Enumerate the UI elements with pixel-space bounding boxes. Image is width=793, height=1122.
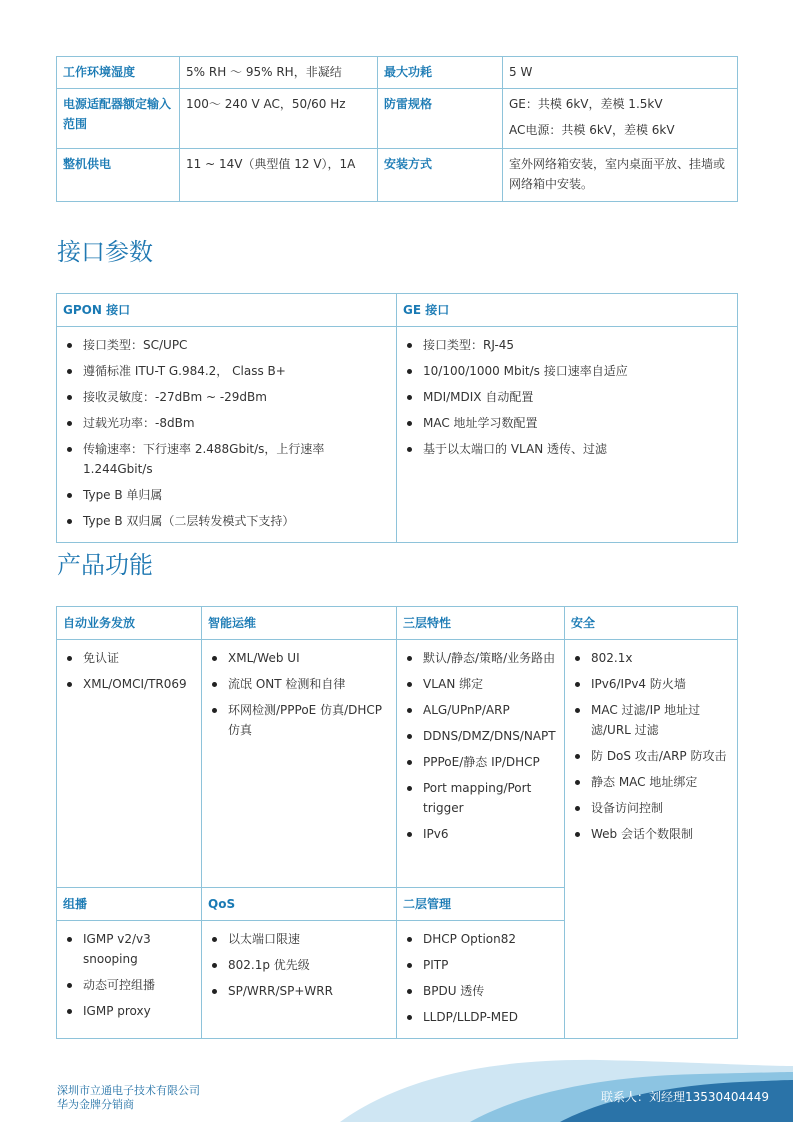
feature-header: 智能运维	[202, 607, 397, 640]
spec-value: 5% RH ～ 95% RH，非凝结	[180, 57, 378, 89]
spec-value: 100～ 240 V AC，50/60 Hz	[180, 89, 378, 149]
spec-label: 防雷规格	[378, 89, 503, 149]
feature-list	[208, 648, 390, 740]
list-item: LLDP/LLDP-MED	[423, 1007, 558, 1027]
feature-cell	[397, 640, 565, 888]
spec-value: 11 ~ 14V（典型值 12 V），1A	[180, 149, 378, 202]
list-item: 以太端口限速	[228, 929, 390, 949]
feature-header: QoS	[202, 888, 397, 921]
list-item: MAC 过滤/IP 地址过滤/URL 过滤	[591, 700, 731, 740]
list-item: Type B 单归属	[83, 485, 390, 505]
spec-value	[503, 89, 738, 149]
feature-list	[208, 929, 390, 1001]
list-item: SP/WRR/SP+WRR	[228, 981, 390, 1001]
spec-label: 工作环境湿度	[57, 57, 180, 89]
interface-table	[56, 293, 738, 543]
feature-list	[403, 929, 558, 1027]
list-item: IGMP v2/v3 snooping	[83, 929, 195, 969]
spec-value: 室外网络箱安装，室内桌面平放、挂墙或网络箱中安装。	[503, 149, 738, 202]
ge-list	[403, 335, 731, 459]
list-item: IPv6/IPv4 防火墙	[591, 674, 731, 694]
table-row	[57, 149, 738, 202]
list-item: 过载光功率：-8dBm	[83, 413, 390, 433]
spec-value-line: AC电源：共模 6kV，差模 6kV	[509, 123, 675, 137]
feature-list	[571, 648, 731, 844]
list-item: 环网检测/PPPoE 仿真/DHCP 仿真	[228, 700, 390, 740]
list-item: ALG/UPnP/ARP	[423, 700, 558, 720]
list-item: VLAN 绑定	[423, 674, 558, 694]
table-header-row	[57, 294, 738, 327]
list-item: 免认证	[83, 648, 195, 668]
company-name: 深圳市立通电子技术有限公司	[57, 1084, 200, 1097]
list-item: 接口类型：RJ-45	[423, 335, 731, 355]
list-item: 动态可控组播	[83, 975, 195, 995]
list-item: 设备访问控制	[591, 798, 731, 818]
spec-value: 5 W	[503, 57, 738, 89]
spec-label: 安装方式	[378, 149, 503, 202]
feature-cell	[202, 640, 397, 888]
company-tagline: 华为金牌分销商	[57, 1098, 134, 1111]
feature-cell	[565, 640, 738, 1039]
table-header-row	[57, 607, 738, 640]
list-item: 802.1x	[591, 648, 731, 668]
table-row	[57, 327, 738, 543]
table-row	[57, 57, 738, 89]
list-item: IGMP proxy	[83, 1001, 195, 1021]
list-item: 流氓 ONT 检测和自律	[228, 674, 390, 694]
list-item: PITP	[423, 955, 558, 975]
list-item: 10/100/1000 Mbit/s 接口速率自适应	[423, 361, 731, 381]
list-item: 接口类型：SC/UPC	[83, 335, 390, 355]
ge-header: GE 接口	[397, 294, 738, 327]
spec-table	[56, 56, 738, 202]
table-row	[57, 89, 738, 149]
list-item: Web 会话个数限制	[591, 824, 731, 844]
spec-value-line: GE：共模 6kV，差模 1.5kV	[509, 97, 663, 111]
list-item: 遵循标准 ITU-T G.984.2， Class B+	[83, 361, 390, 381]
features-table	[56, 606, 738, 1039]
features-section-title: 产品功能	[57, 551, 153, 579]
list-item: Type B 双归属（二层转发模式下支持）	[83, 511, 390, 531]
list-item: DDNS/DMZ/DNS/NAPT	[423, 726, 558, 746]
list-item: PPPoE/静态 IP/DHCP	[423, 752, 558, 772]
ge-cell	[397, 327, 738, 543]
feature-header: 组播	[57, 888, 202, 921]
table-row	[57, 640, 738, 888]
list-item: 传输速率：下行速率 2.488Gbit/s，上行速率 1.244Gbit/s	[83, 439, 390, 479]
list-item: MDI/MDIX 自动配置	[423, 387, 731, 407]
list-item: 防 DoS 攻击/ARP 防攻击	[591, 746, 731, 766]
list-item: Port mapping/Port trigger	[423, 778, 558, 818]
list-item: BPDU 透传	[423, 981, 558, 1001]
list-item: IPv6	[423, 824, 558, 844]
list-item: DHCP Option82	[423, 929, 558, 949]
list-item: 默认/静态/策略/业务路由	[423, 648, 558, 668]
feature-header: 二层管理	[397, 888, 565, 921]
feature-header: 安全	[565, 607, 738, 640]
interface-section-title: 接口参数	[57, 238, 153, 266]
feature-cell	[57, 640, 202, 888]
list-item: XML/Web UI	[228, 648, 390, 668]
gpon-header: GPON 接口	[57, 294, 397, 327]
gpon-list	[63, 335, 390, 531]
contact-info: 联系人：刘经理13530404449	[601, 1090, 769, 1104]
spec-label: 电源适配器额定输入范围	[57, 89, 180, 149]
feature-list	[403, 648, 558, 844]
list-item: XML/OMCI/TR069	[83, 674, 195, 694]
list-item: 基于以太端口的 VLAN 透传、过滤	[423, 439, 731, 459]
spec-label: 整机供电	[57, 149, 180, 202]
feature-header: 三层特性	[397, 607, 565, 640]
list-item: 静态 MAC 地址绑定	[591, 772, 731, 792]
feature-cell	[57, 921, 202, 1039]
list-item: 802.1p 优先级	[228, 955, 390, 975]
feature-header: 自动业务发放	[57, 607, 202, 640]
spec-label: 最大功耗	[378, 57, 503, 89]
feature-cell	[202, 921, 397, 1039]
list-item: 接收灵敏度：-27dBm ~ -29dBm	[83, 387, 390, 407]
feature-list	[63, 929, 195, 1021]
feature-list	[63, 648, 195, 694]
list-item: MAC 地址学习数配置	[423, 413, 731, 433]
gpon-cell	[57, 327, 397, 543]
feature-cell	[397, 921, 565, 1039]
